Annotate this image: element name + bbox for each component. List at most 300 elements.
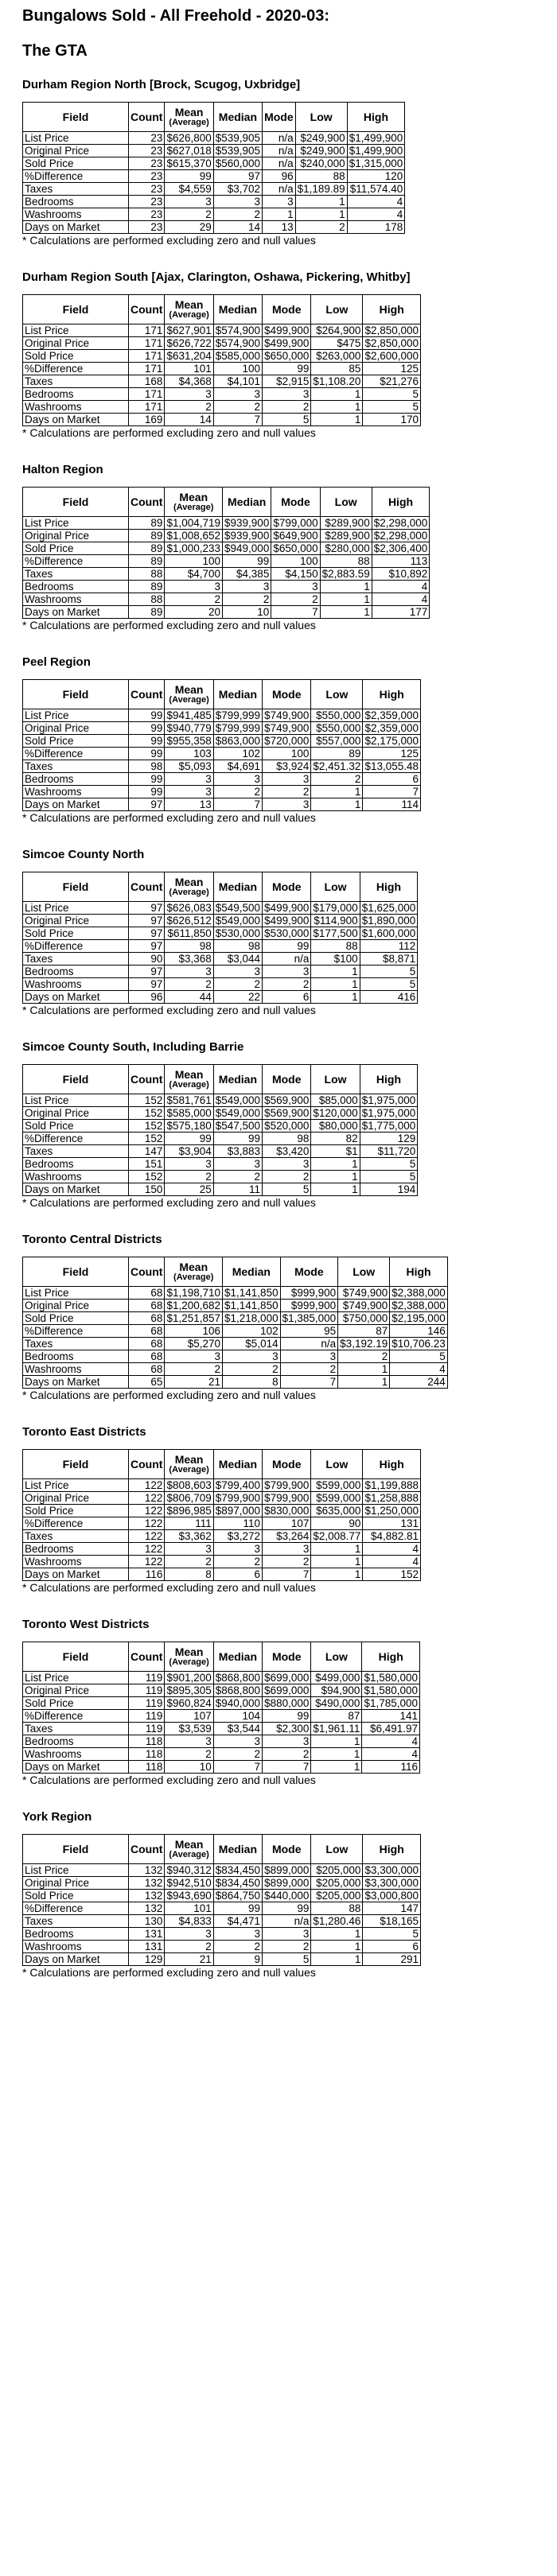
cell-field: Bedrooms [23, 1158, 129, 1171]
cell-mode: $499,900 [263, 915, 311, 927]
cell-field: List Price [23, 1479, 129, 1492]
cell-median: $834,450 [213, 1877, 262, 1890]
cell-field: Taxes [23, 1145, 129, 1158]
cell-mode: 3 [263, 1158, 311, 1171]
cell-field: List Price [23, 324, 129, 337]
header-mean-sub: (Average) [169, 1657, 209, 1667]
cell-mode: n/a [263, 145, 296, 157]
cell-low: 87 [311, 1710, 362, 1723]
cell-high: 4 [363, 1543, 421, 1556]
cell-count: 119 [129, 1684, 165, 1697]
cell-mean: 3 [165, 196, 213, 208]
cell-mode: $650,000 [263, 350, 311, 363]
table-header-row [23, 1257, 448, 1287]
cell-high: 244 [390, 1376, 448, 1389]
cell-median: 2 [213, 1941, 262, 1953]
cell-mean: $4,559 [165, 183, 213, 196]
cell-low: 1 [311, 966, 360, 978]
cell-high: 4 [347, 208, 405, 221]
table-row [23, 581, 430, 593]
header-low: Low [311, 295, 363, 324]
calculation-note: * Calculations are performed excluding zero and null values [22, 1196, 316, 1209]
cell-count: 119 [129, 1723, 165, 1735]
cell-low: 1 [295, 196, 347, 208]
cell-mean: $631,204 [165, 350, 213, 363]
header-median: Median [213, 103, 262, 132]
header-count: Count [129, 1257, 165, 1287]
header-high: High [363, 1450, 421, 1479]
cell-high: 129 [360, 1133, 418, 1145]
header-median: Median [213, 1835, 262, 1864]
cell-field: Days on Market [23, 606, 129, 619]
header-field: Field [23, 295, 129, 324]
cell-low: 1 [311, 786, 363, 798]
cell-high: 5 [363, 401, 421, 414]
cell-mode: 2 [263, 1171, 311, 1183]
header-mean-label: Mean [174, 298, 204, 311]
header-low: Low [338, 1257, 390, 1287]
header-field: Field [23, 1835, 129, 1864]
cell-mean: $4,700 [165, 568, 223, 581]
table-row [23, 927, 418, 940]
table-row [23, 902, 418, 915]
cell-high: 125 [363, 748, 421, 760]
cell-mean: 3 [165, 388, 213, 401]
cell-mean: $806,709 [165, 1492, 213, 1505]
cell-median: $3,544 [213, 1723, 262, 1735]
cell-mode: n/a [280, 1338, 338, 1350]
cell-high: 114 [363, 798, 421, 811]
cell-field: Sold Price [23, 1505, 129, 1517]
cell-count: 68 [129, 1312, 165, 1325]
table-header-row [23, 488, 430, 517]
table-header-row [23, 1835, 421, 1864]
cell-mean: $626,512 [165, 915, 213, 927]
cell-median: $868,800 [213, 1684, 262, 1697]
cell-count: 89 [129, 517, 165, 530]
cell-mean: $3,362 [165, 1530, 213, 1543]
cell-field: %Difference [23, 363, 129, 375]
header-mean-sub: (Average) [169, 310, 209, 320]
cell-field: Days on Market [23, 1761, 129, 1774]
cell-low: $249,900 [295, 132, 347, 145]
cell-mode: 2 [263, 1941, 311, 1953]
header-count: Count [129, 872, 165, 902]
cell-mean: $941,485 [165, 709, 213, 722]
cell-median: 3 [213, 966, 262, 978]
cell-count: 119 [129, 1672, 165, 1684]
region-title: Toronto West Districts [22, 1618, 150, 1631]
cell-mean: $808,603 [165, 1479, 213, 1492]
cell-median: $3,883 [213, 1145, 262, 1158]
cell-high: $3,300,000 [363, 1864, 421, 1877]
cell-count: 122 [129, 1505, 165, 1517]
header-high: High [347, 103, 405, 132]
cell-mode: $699,000 [263, 1672, 311, 1684]
cell-mode: 7 [263, 1568, 311, 1581]
cell-field: Original Price [23, 145, 129, 157]
cell-high: 4 [362, 1735, 420, 1748]
cell-mean: 111 [165, 1517, 213, 1530]
cell-count: 171 [129, 350, 165, 363]
cell-high: $2,388,000 [390, 1287, 448, 1300]
header-mean-label: Mean [174, 876, 204, 888]
cell-low: 1 [320, 606, 372, 619]
cell-high: $2,195,000 [390, 1312, 448, 1325]
cell-field: Taxes [23, 1530, 129, 1543]
cell-mode: 5 [263, 1183, 311, 1196]
cell-mode: $1,385,000 [280, 1312, 338, 1325]
cell-count: 118 [129, 1748, 165, 1761]
cell-high: 5 [363, 388, 421, 401]
cell-mode: 99 [263, 1710, 311, 1723]
cell-count: 132 [129, 1864, 165, 1877]
cell-mode: $749,900 [263, 709, 311, 722]
cell-mode: 99 [263, 940, 311, 953]
cell-field: Days on Market [23, 991, 129, 1004]
cell-field: Original Price [23, 1107, 129, 1120]
cell-count: 23 [129, 196, 165, 208]
cell-mean: $1,008,652 [165, 530, 223, 542]
cell-median: $3,702 [213, 183, 262, 196]
header-mean-sub: (Average) [169, 695, 209, 705]
cell-count: 23 [129, 170, 165, 183]
cell-mean: $895,305 [165, 1684, 213, 1697]
cell-median: 102 [223, 1325, 281, 1338]
table-row [23, 1158, 418, 1171]
cell-count: 89 [129, 606, 165, 619]
cell-high: $1,775,000 [360, 1120, 418, 1133]
cell-mode: $699,000 [263, 1684, 311, 1697]
table-row [23, 953, 418, 966]
cell-mode: 3 [263, 196, 296, 208]
cell-mode: 3 [263, 798, 311, 811]
stats-table [22, 1449, 421, 1581]
cell-mean: 3 [165, 1543, 213, 1556]
header-mode: Mode [280, 1257, 338, 1287]
cell-median: $539,905 [213, 145, 262, 157]
calculation-note: * Calculations are performed excluding zero and null values [22, 1389, 316, 1401]
stats-table [22, 679, 421, 811]
cell-low: 2 [295, 221, 347, 234]
cell-count: 119 [129, 1697, 165, 1710]
table-row [23, 196, 405, 208]
cell-median: 2 [213, 1556, 262, 1568]
cell-median: $3,044 [213, 953, 262, 966]
cell-median: 99 [213, 1133, 262, 1145]
cell-field: Sold Price [23, 542, 129, 555]
cell-field: Washrooms [23, 1171, 129, 1183]
cell-mode: 96 [263, 170, 296, 183]
cell-median: $4,691 [213, 760, 262, 773]
table-header-row [23, 1065, 418, 1094]
cell-mode: 107 [263, 1517, 311, 1530]
cell-mode: $899,000 [263, 1864, 311, 1877]
cell-field: Original Price [23, 722, 129, 735]
cell-low: $2,451.32 [311, 760, 363, 773]
cell-median: $5,014 [223, 1338, 281, 1350]
cell-field: Bedrooms [23, 388, 129, 401]
cell-low: 1 [311, 1556, 363, 1568]
cell-low: $80,000 [311, 1120, 360, 1133]
cell-mean: $615,370 [165, 157, 213, 170]
cell-count: 152 [129, 1171, 165, 1183]
calculation-note: * Calculations are performed excluding zero and null values [22, 619, 316, 631]
cell-mode: 3 [271, 581, 320, 593]
cell-count: 118 [129, 1761, 165, 1774]
cell-mean: 107 [165, 1710, 213, 1723]
cell-high: $2,306,400 [372, 542, 430, 555]
cell-field: Original Price [23, 1492, 129, 1505]
table-row [23, 1761, 420, 1774]
cell-high: 291 [363, 1953, 421, 1966]
cell-high: $1,199,888 [363, 1479, 421, 1492]
cell-count: 97 [129, 798, 165, 811]
cell-high: 5 [390, 1350, 448, 1363]
cell-median: 3 [223, 581, 271, 593]
cell-high: 4 [347, 196, 405, 208]
cell-count: 152 [129, 1107, 165, 1120]
table-row [23, 1530, 421, 1543]
cell-field: Bedrooms [23, 581, 129, 593]
cell-high: $1,580,000 [362, 1684, 420, 1697]
cell-count: 88 [129, 593, 165, 606]
cell-low: $177,500 [311, 927, 360, 940]
cell-median: $949,000 [223, 542, 271, 555]
cell-mean: $3,904 [165, 1145, 213, 1158]
cell-count: 90 [129, 953, 165, 966]
cell-low: 1 [311, 1761, 362, 1774]
cell-mode: n/a [263, 157, 296, 170]
cell-mean: $1,251,857 [165, 1312, 223, 1325]
cell-mode: $530,000 [263, 927, 311, 940]
table-row [23, 221, 405, 234]
cell-field: Taxes [23, 375, 129, 388]
cell-median: $549,000 [213, 915, 262, 927]
cell-low: $249,900 [295, 145, 347, 157]
cell-field: Taxes [23, 760, 129, 773]
cell-mode: $880,000 [263, 1697, 311, 1710]
cell-field: Days on Market [23, 798, 129, 811]
header-mean-label: Mean [174, 683, 204, 696]
table-row [23, 530, 430, 542]
cell-field: Bedrooms [23, 966, 129, 978]
cell-mode: $499,900 [263, 337, 311, 350]
cell-count: 68 [129, 1338, 165, 1350]
cell-median: 3 [223, 1350, 281, 1363]
region-list [22, 78, 557, 1979]
cell-field: Taxes [23, 1723, 129, 1735]
cell-mean: $3,368 [165, 953, 213, 966]
cell-low: 1 [311, 1748, 362, 1761]
cell-low: $1,961.11 [311, 1723, 362, 1735]
cell-low: 1 [311, 414, 363, 426]
cell-mean: 3 [165, 1350, 223, 1363]
cell-count: 89 [129, 542, 165, 555]
header-field: Field [23, 680, 129, 709]
table-header-row [23, 1642, 420, 1672]
header-mode: Mode [263, 1835, 311, 1864]
region-title: Toronto East Districts [22, 1425, 146, 1439]
cell-mean: $3,539 [165, 1723, 213, 1735]
cell-high: $2,388,000 [390, 1300, 448, 1312]
cell-low: $550,000 [311, 722, 363, 735]
header-high: High [363, 295, 421, 324]
header-high: High [390, 1257, 448, 1287]
header-high: High [363, 1835, 421, 1864]
cell-count: 152 [129, 1120, 165, 1133]
cell-field: Sold Price [23, 1890, 129, 1902]
cell-high: $1,499,900 [347, 145, 405, 157]
cell-low: 87 [338, 1325, 390, 1338]
cell-count: 171 [129, 363, 165, 375]
cell-mode: 100 [263, 748, 311, 760]
cell-count: 130 [129, 1915, 165, 1928]
cell-count: 99 [129, 722, 165, 735]
cell-field: Bedrooms [23, 1928, 129, 1941]
cell-count: 88 [129, 568, 165, 581]
cell-field: Taxes [23, 183, 129, 196]
header-count: Count [129, 1450, 165, 1479]
cell-mean: $1,000,233 [165, 542, 223, 555]
header-median: Median [213, 872, 262, 902]
cell-median: $585,000 [213, 350, 262, 363]
cell-field: List Price [23, 132, 129, 145]
header-field: Field [23, 1257, 129, 1287]
cell-low: 2 [338, 1350, 390, 1363]
cell-low: $240,000 [295, 157, 347, 170]
table-row [23, 1300, 448, 1312]
cell-count: 97 [129, 966, 165, 978]
cell-high: $10,892 [372, 568, 430, 581]
cell-median: 10 [223, 606, 271, 619]
cell-low: $289,900 [320, 517, 372, 530]
cell-median: $939,900 [223, 517, 271, 530]
table-row [23, 1941, 421, 1953]
cell-high: 4 [363, 1556, 421, 1568]
header-median: Median [223, 488, 271, 517]
table-row [23, 132, 405, 145]
cell-count: 68 [129, 1300, 165, 1312]
cell-low: $1 [311, 1145, 360, 1158]
cell-field: %Difference [23, 1325, 129, 1338]
cell-high: 177 [372, 606, 430, 619]
table-row [23, 350, 421, 363]
cell-low: $205,000 [311, 1890, 363, 1902]
cell-high: 4 [390, 1363, 448, 1376]
cell-low: $289,900 [320, 530, 372, 542]
cell-mode: $499,900 [263, 902, 311, 915]
cell-mean: 3 [165, 581, 223, 593]
cell-mean: 8 [165, 1568, 213, 1581]
region-title: Peel Region [22, 655, 91, 669]
cell-low: 1 [311, 1183, 360, 1196]
cell-field: Washrooms [23, 401, 129, 414]
cell-low: 88 [295, 170, 347, 183]
cell-median: $4,385 [223, 568, 271, 581]
header-mean-label: Mean [179, 1261, 208, 1273]
cell-median: $1,141,850 [223, 1300, 281, 1312]
cell-count: 119 [129, 1710, 165, 1723]
cell-low: $114,900 [311, 915, 360, 927]
cell-field: List Price [23, 1672, 129, 1684]
cell-field: %Difference [23, 1517, 129, 1530]
table-row [23, 375, 421, 388]
header-mode: Mode [263, 680, 311, 709]
table-row [23, 1928, 421, 1941]
cell-mean: 2 [165, 1941, 213, 1953]
cell-count: 97 [129, 915, 165, 927]
header-count: Count [129, 680, 165, 709]
cell-mode: $799,900 [263, 1492, 311, 1505]
cell-field: Sold Price [23, 1120, 129, 1133]
cell-mode: $499,900 [263, 324, 311, 337]
cell-median: 2 [213, 978, 262, 991]
region-title: Durham Region North [Brock, Scugog, Uxbridge] [22, 78, 301, 91]
header-mean-sub: (Average) [169, 1465, 209, 1474]
cell-median: 99 [223, 555, 271, 568]
cell-count: 169 [129, 414, 165, 426]
cell-low: 1 [320, 581, 372, 593]
cell-mean: 3 [165, 786, 213, 798]
cell-mean: 44 [165, 991, 213, 1004]
calculation-note: * Calculations are performed excluding zero and null values [22, 426, 316, 439]
cell-mode: 3 [263, 1928, 311, 1941]
header-low: Low [320, 488, 372, 517]
cell-median: 22 [213, 991, 262, 1004]
cell-mode: 3 [263, 1735, 311, 1748]
cell-mode: n/a [263, 1915, 311, 1928]
cell-median: 104 [213, 1710, 262, 1723]
cell-low: $550,000 [311, 709, 363, 722]
table-row [23, 1556, 421, 1568]
header-median: Median [213, 1642, 262, 1672]
cell-high: $21,276 [363, 375, 421, 388]
cell-mean: 3 [165, 773, 213, 786]
cell-high: $1,250,000 [363, 1505, 421, 1517]
header-mean [165, 295, 213, 324]
header-mean-label: Mean [174, 1645, 204, 1658]
header-field: Field [23, 103, 129, 132]
header-count: Count [129, 1642, 165, 1672]
table-row [23, 1568, 421, 1581]
cell-low: $120,000 [311, 1107, 360, 1120]
cell-median: 3 [213, 1735, 262, 1748]
cell-median: $574,900 [213, 324, 262, 337]
cell-median: 3 [213, 1928, 262, 1941]
table-row [23, 1748, 420, 1761]
cell-mode: 3 [263, 773, 311, 786]
cell-median: $799,999 [213, 709, 262, 722]
cell-high: $1,258,888 [363, 1492, 421, 1505]
cell-median: 3 [213, 1543, 262, 1556]
cell-mode: 98 [263, 1133, 311, 1145]
header-field: Field [23, 488, 129, 517]
cell-field: Sold Price [23, 735, 129, 748]
cell-count: 97 [129, 978, 165, 991]
cell-low: 1 [311, 798, 363, 811]
cell-median: $560,000 [213, 157, 262, 170]
cell-low: 1 [311, 1543, 363, 1556]
table-row [23, 388, 421, 401]
cell-median: $1,141,850 [223, 1287, 281, 1300]
cell-field: %Difference [23, 1902, 129, 1915]
region-section [22, 1425, 557, 1594]
cell-low: 88 [311, 1902, 363, 1915]
cell-field: Original Price [23, 530, 129, 542]
cell-median: 100 [213, 363, 262, 375]
table-row [23, 1133, 418, 1145]
